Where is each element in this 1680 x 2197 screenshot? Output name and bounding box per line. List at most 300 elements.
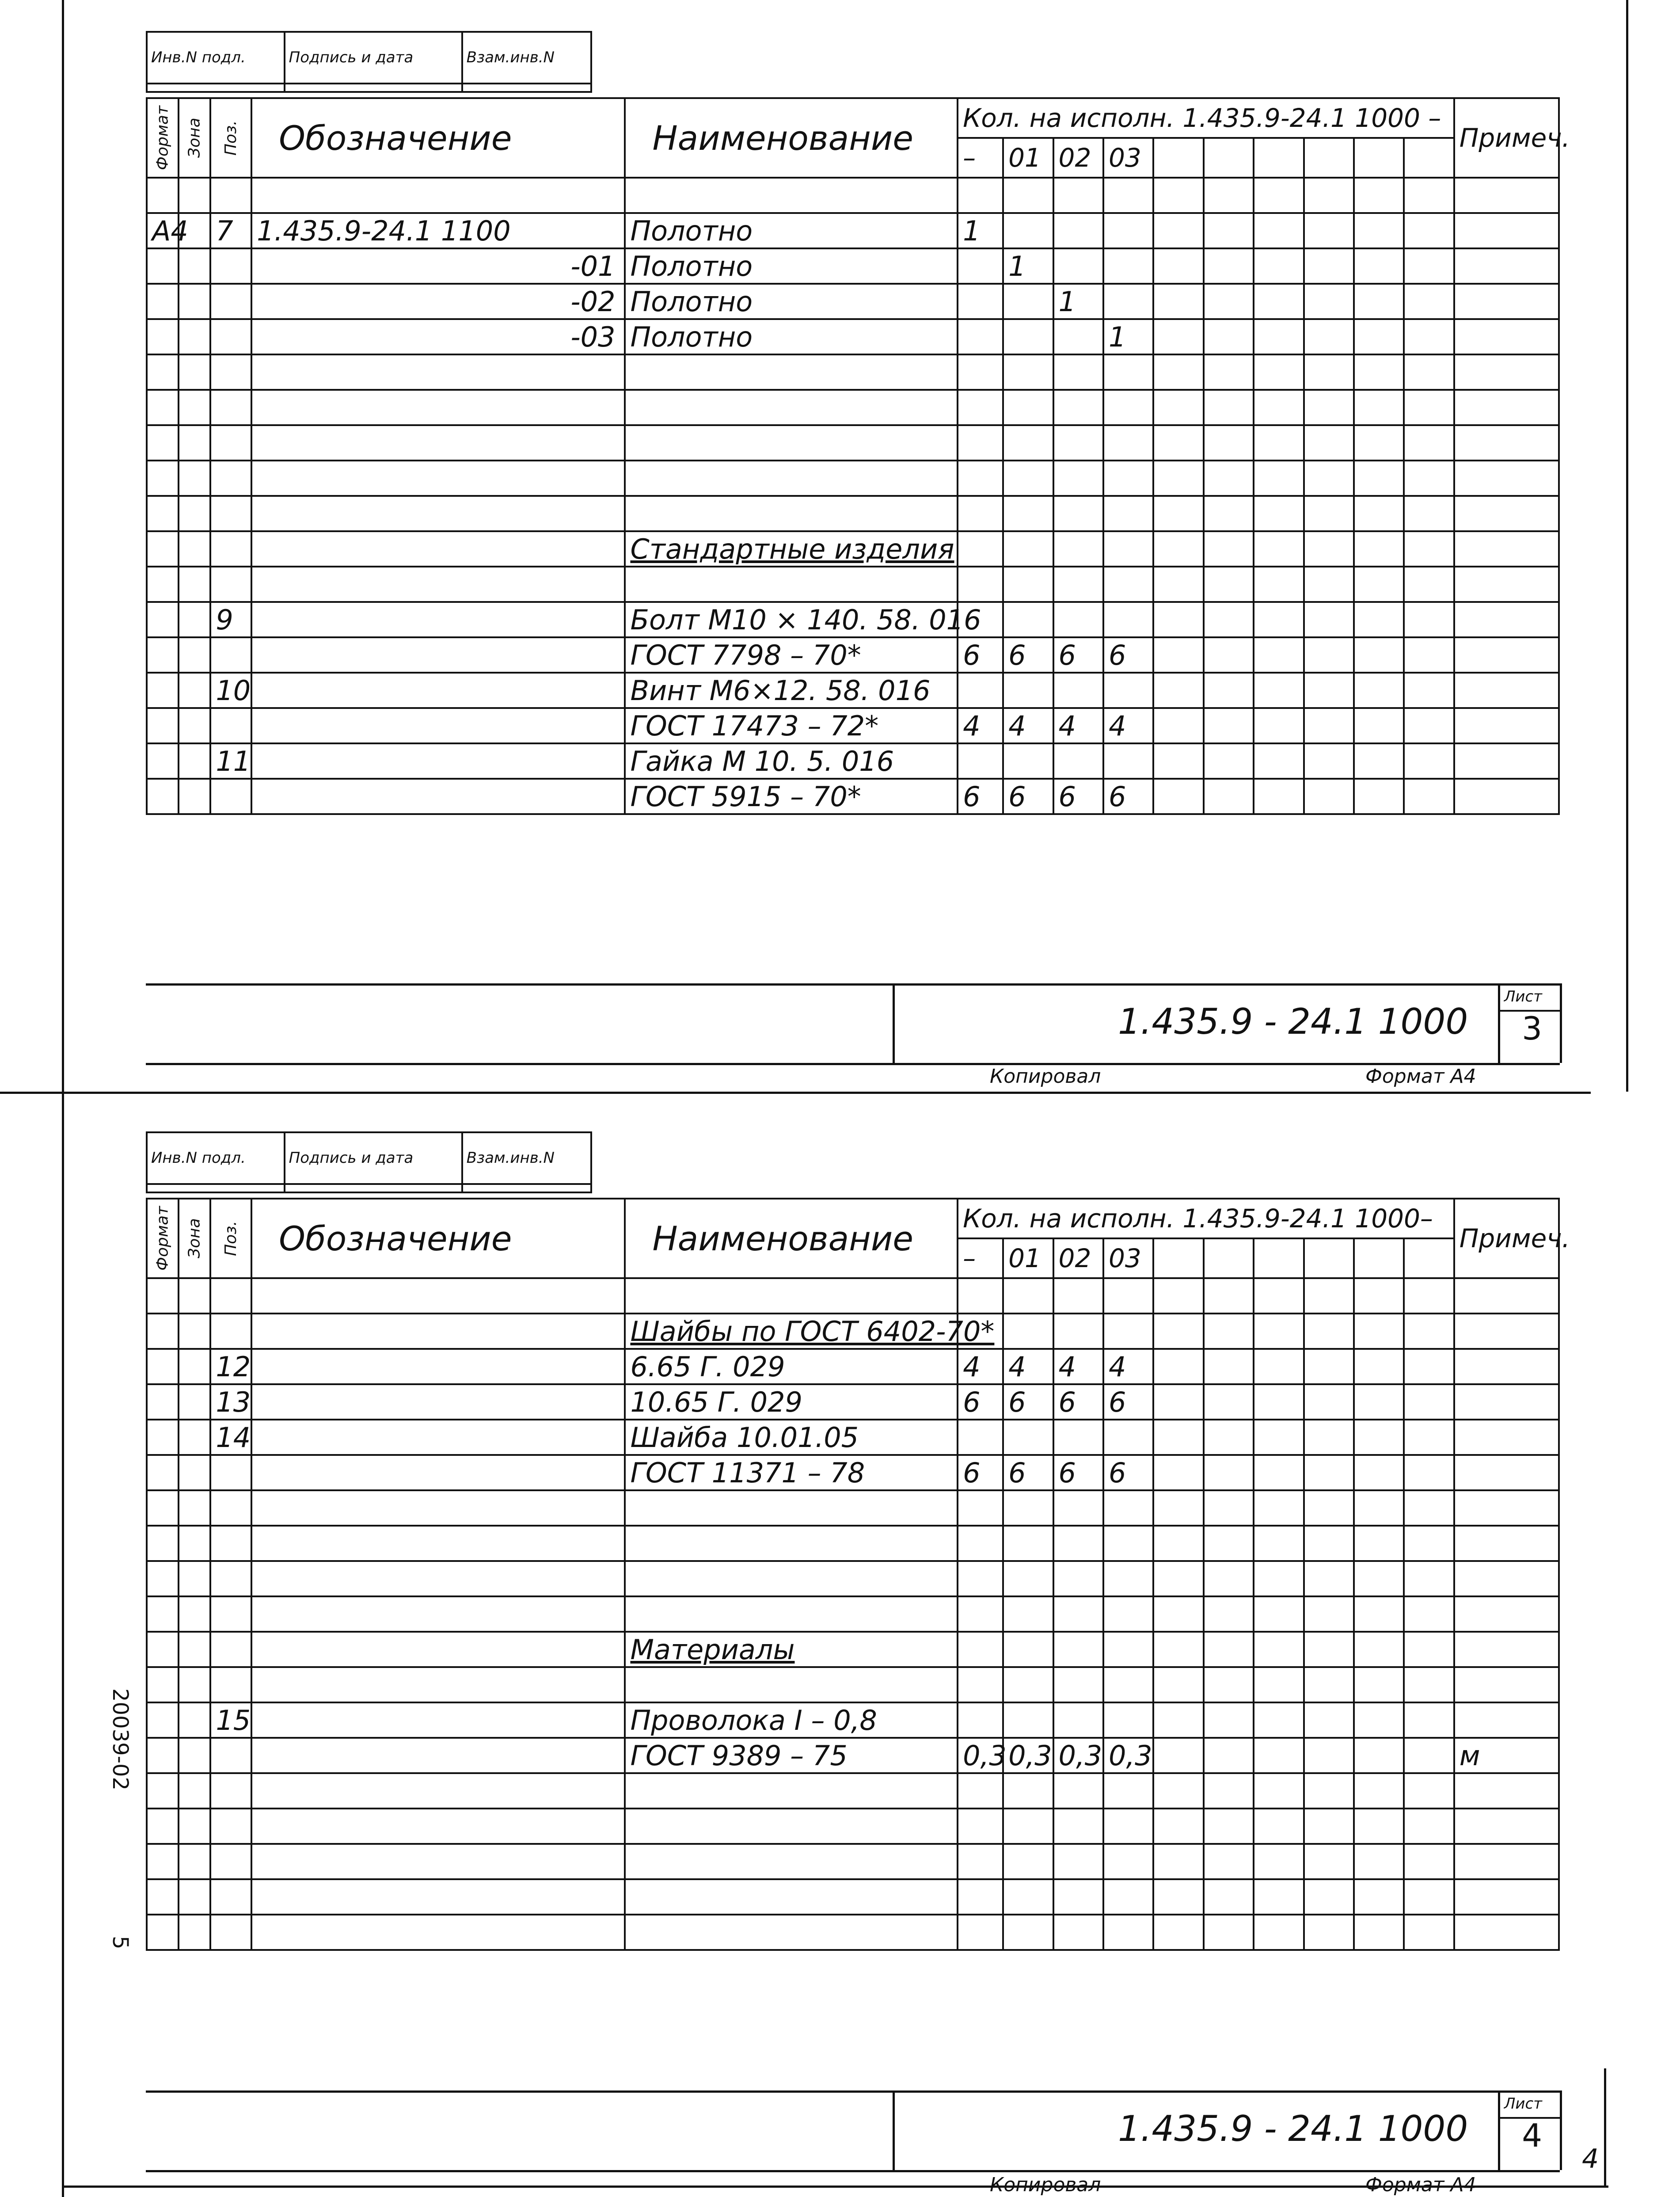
cell-empty — [1354, 708, 1404, 743]
cell-format: А4 — [147, 213, 179, 248]
header-zone: Зона — [179, 98, 210, 178]
cell-note — [1454, 602, 1559, 637]
cell-quantity — [958, 178, 1003, 213]
side-page-number: 5 — [108, 1936, 133, 1950]
cell-quantity — [1003, 1844, 1053, 1879]
cell-empty — [1354, 1349, 1404, 1384]
cell-position: 15 — [210, 1702, 251, 1738]
cell-quantity — [958, 673, 1003, 708]
cell-quantity — [958, 1915, 1003, 1950]
cell-zone — [179, 390, 210, 425]
cell-empty — [1254, 425, 1304, 461]
cell-quantity — [1003, 1526, 1053, 1561]
cell-quantity: 6 — [1053, 779, 1103, 814]
cell-format — [147, 1667, 179, 1702]
stamp-replace-inv: Взам.инв.N — [462, 32, 591, 84]
cell-empty — [1304, 673, 1354, 708]
cell-empty — [1153, 602, 1203, 637]
cell-name — [625, 178, 958, 213]
cell-note — [1454, 213, 1559, 248]
cell-empty — [1304, 1738, 1354, 1773]
cell-quantity — [1053, 1278, 1103, 1314]
cell-designation — [251, 1844, 625, 1879]
cell-quantity — [1103, 1490, 1153, 1526]
cell-empty — [1153, 496, 1203, 531]
cell-quantity — [1103, 1844, 1153, 1879]
cell-position — [210, 1455, 251, 1490]
cell-quantity — [958, 461, 1003, 496]
cell-note — [1454, 496, 1559, 531]
cell-empty — [1204, 1349, 1254, 1384]
cell-empty — [1404, 637, 1454, 673]
cell-quantity: 4 — [1053, 708, 1103, 743]
cell-empty — [1404, 1667, 1454, 1702]
cell-quantity: 6 — [958, 1384, 1003, 1420]
cell-quantity — [1003, 1278, 1053, 1314]
cell-format — [147, 425, 179, 461]
cell-position — [210, 779, 251, 814]
cell-empty — [1354, 1596, 1404, 1632]
cell-position — [210, 1844, 251, 1879]
cell-name: 6.65 Г. 029 — [625, 1349, 958, 1384]
cell-note — [1454, 248, 1559, 284]
header-qty-group: Кол. на исполн. 1.435.9-24.1 1000 – — [958, 98, 1454, 138]
cell-empty — [1404, 425, 1454, 461]
cell-quantity — [958, 1526, 1003, 1561]
cell-empty — [1153, 1314, 1203, 1349]
cell-empty — [1153, 1278, 1203, 1314]
cell-quantity — [1053, 1420, 1103, 1455]
cell-empty — [1304, 1773, 1354, 1809]
cell-note — [1454, 1349, 1559, 1384]
cell-empty — [1404, 779, 1454, 814]
cell-quantity — [1003, 461, 1053, 496]
cell-format — [147, 354, 179, 390]
cell-empty — [1304, 319, 1354, 354]
cell-empty — [1304, 1632, 1354, 1667]
table-row — [147, 1915, 1559, 1950]
cell-empty — [1354, 496, 1404, 531]
cell-position — [210, 1809, 251, 1844]
cell-empty — [1304, 248, 1354, 284]
stamp-inv-no: Инв.N подл. — [147, 32, 285, 84]
cell-quantity — [958, 1773, 1003, 1809]
cell-zone — [179, 248, 210, 284]
cell-quantity — [1003, 1702, 1053, 1738]
cell-name: Винт М6×12. 58. 016 — [625, 673, 958, 708]
cell-name: Шайбы по ГОСТ 6402-70* — [625, 1314, 958, 1349]
cell-name — [625, 1278, 958, 1314]
cell-empty — [1153, 1561, 1203, 1596]
header-designation: Обозначение — [251, 1199, 625, 1278]
cell-empty — [1204, 1738, 1254, 1773]
table-row — [147, 1667, 1559, 1702]
cell-empty — [1204, 213, 1254, 248]
cell-quantity — [958, 1844, 1003, 1879]
table-row — [147, 1349, 1559, 1384]
cell-name — [625, 1561, 958, 1596]
cell-quantity — [958, 743, 1003, 779]
cell-zone — [179, 354, 210, 390]
table-row — [147, 390, 1559, 425]
cell-quantity — [1003, 319, 1053, 354]
cell-position — [210, 319, 251, 354]
cell-empty — [1304, 1384, 1354, 1420]
cell-empty — [1404, 1455, 1454, 1490]
cell-empty — [1404, 390, 1454, 425]
cell-zone — [179, 425, 210, 461]
cell-quantity — [1003, 1420, 1053, 1455]
cell-quantity — [1053, 673, 1103, 708]
cell-name — [625, 461, 958, 496]
cell-quantity — [1053, 743, 1103, 779]
cell-empty — [1254, 743, 1304, 779]
cell-format — [147, 1490, 179, 1526]
header-variant: 02 — [1053, 1238, 1103, 1278]
cell-designation — [251, 1526, 625, 1561]
cell-position: 7 — [210, 213, 251, 248]
cell-quantity — [1053, 213, 1103, 248]
cell-note — [1454, 1632, 1559, 1667]
cell-designation — [251, 1349, 625, 1384]
cell-empty — [1153, 1596, 1203, 1632]
cell-empty — [1354, 1278, 1404, 1314]
cell-empty — [1404, 1915, 1454, 1950]
cell-empty — [1354, 1702, 1404, 1738]
cell-quantity: 6 — [1003, 779, 1053, 814]
cell-zone — [179, 567, 210, 602]
cell-empty — [1153, 178, 1203, 213]
cell-empty — [1304, 1596, 1354, 1632]
cell-empty — [1204, 1596, 1254, 1632]
cell-position — [210, 354, 251, 390]
cell-quantity — [1053, 390, 1103, 425]
table-row — [147, 1879, 1559, 1915]
cell-name: Материалы — [625, 1632, 958, 1667]
cell-format — [147, 1455, 179, 1490]
cell-note — [1454, 1844, 1559, 1879]
cell-empty — [1204, 743, 1254, 779]
cell-name: Полотно — [625, 248, 958, 284]
cell-note — [1454, 1526, 1559, 1561]
cell-zone — [179, 1738, 210, 1773]
cell-empty — [1204, 354, 1254, 390]
cell-empty — [1354, 567, 1404, 602]
cell-designation — [251, 425, 625, 461]
cell-zone — [179, 1278, 210, 1314]
header-note: Примеч. — [1454, 98, 1559, 178]
cell-quantity: 1 — [1003, 248, 1053, 284]
cell-zone — [179, 1596, 210, 1632]
cell-format — [147, 284, 179, 319]
cell-empty — [1254, 1667, 1304, 1702]
cell-empty — [1304, 602, 1354, 637]
cell-empty — [1204, 390, 1254, 425]
cell-quantity: 6 — [1053, 1384, 1103, 1420]
cell-empty — [1354, 1561, 1404, 1596]
cell-zone — [179, 1667, 210, 1702]
cell-empty — [1404, 1314, 1454, 1349]
cell-quantity: 4 — [958, 1349, 1003, 1384]
cell-designation — [251, 1455, 625, 1490]
cell-zone — [179, 1773, 210, 1809]
cell-zone — [179, 1526, 210, 1561]
header-variant: 03 — [1103, 1238, 1153, 1278]
cell-name: ГОСТ 17473 – 72* — [625, 708, 958, 743]
cell-designation: -02 — [251, 284, 625, 319]
cell-zone — [179, 1702, 210, 1738]
cell-empty — [1153, 1809, 1203, 1844]
cell-format — [147, 1632, 179, 1667]
table-row — [147, 248, 1559, 284]
cell-quantity — [1053, 1773, 1103, 1809]
cell-name: Шайба 10.01.05 — [625, 1420, 958, 1455]
cell-zone — [179, 319, 210, 354]
cell-empty — [1304, 354, 1354, 390]
cell-empty — [1204, 1314, 1254, 1349]
cell-name — [625, 354, 958, 390]
cell-empty — [1354, 1915, 1404, 1950]
cell-empty — [1153, 319, 1203, 354]
cell-empty — [1354, 178, 1404, 213]
cell-empty — [1153, 1526, 1203, 1561]
cell-quantity — [1003, 1561, 1053, 1596]
cell-empty — [1254, 1561, 1304, 1596]
cell-empty — [1153, 425, 1203, 461]
sheet-2 — [0, 1096, 1680, 2197]
cell-quantity — [1053, 1596, 1103, 1632]
cell-empty — [1204, 1384, 1254, 1420]
cell-zone — [179, 1915, 210, 1950]
cell-zone — [179, 1632, 210, 1667]
cell-quantity: 1 — [958, 213, 1003, 248]
cell-quantity — [1103, 602, 1153, 637]
table-row — [147, 319, 1559, 354]
cell-empty — [1304, 567, 1354, 602]
footer-format: Формат А4 — [1365, 1065, 1476, 1088]
cell-position — [210, 1278, 251, 1314]
cell-empty — [1404, 1738, 1454, 1773]
cell-empty — [1204, 1561, 1254, 1596]
cell-empty — [1153, 1844, 1203, 1879]
cell-quantity — [1003, 178, 1053, 213]
cell-empty — [1204, 708, 1254, 743]
cell-quantity: 6 — [1003, 637, 1053, 673]
cell-quantity — [1103, 1314, 1153, 1349]
cell-format — [147, 390, 179, 425]
cell-quantity: 1 — [1103, 319, 1153, 354]
cell-empty — [1304, 1455, 1354, 1490]
cell-quantity — [1053, 354, 1103, 390]
cell-zone — [179, 1349, 210, 1384]
cell-quantity: 4 — [1103, 1349, 1153, 1384]
cell-quantity — [1103, 461, 1153, 496]
approval-stamp — [146, 31, 592, 93]
cell-position — [210, 178, 251, 213]
stamp-sign-date: Подпись и дата — [285, 32, 462, 84]
cell-name — [625, 390, 958, 425]
cell-empty — [1304, 1667, 1354, 1702]
header-pos: Поз. — [210, 1199, 251, 1278]
cell-format — [147, 1561, 179, 1596]
cell-zone — [179, 1314, 210, 1349]
cell-empty — [1254, 1596, 1304, 1632]
cell-empty — [1254, 1349, 1304, 1384]
cell-quantity — [1103, 1809, 1153, 1844]
cell-quantity — [1103, 1561, 1153, 1596]
cell-designation — [251, 1632, 625, 1667]
cell-note — [1454, 1667, 1559, 1702]
cell-empty — [1354, 354, 1404, 390]
cell-position: 12 — [210, 1349, 251, 1384]
cell-quantity — [1103, 1879, 1153, 1915]
footer-copied: Копировал — [990, 1065, 1101, 1088]
cell-empty — [1254, 1773, 1304, 1809]
cell-designation — [251, 1596, 625, 1632]
cell-empty — [1254, 354, 1304, 390]
cell-position — [210, 1632, 251, 1667]
cell-empty — [1254, 531, 1304, 567]
cell-quantity: 6 — [958, 1455, 1003, 1490]
cell-position: 14 — [210, 1420, 251, 1455]
table-row — [147, 779, 1559, 814]
cell-empty — [1304, 1278, 1354, 1314]
cell-position — [210, 496, 251, 531]
header-qty-group: Кол. на исполн. 1.435.9-24.1 1000– — [958, 1199, 1454, 1238]
cell-quantity — [1103, 673, 1153, 708]
cell-empty — [1354, 213, 1404, 248]
cell-quantity — [958, 425, 1003, 461]
cell-empty — [1354, 425, 1404, 461]
cell-quantity — [1053, 1809, 1103, 1844]
sheet-number: 3 — [1522, 1010, 1542, 1047]
cell-name — [625, 1667, 958, 1702]
table-row — [147, 637, 1559, 673]
cell-format — [147, 708, 179, 743]
cell-name: ГОСТ 11371 – 78 — [625, 1455, 958, 1490]
cell-quantity — [1003, 1667, 1053, 1702]
cell-empty — [1153, 390, 1203, 425]
cell-empty — [1304, 461, 1354, 496]
cell-empty — [1354, 779, 1404, 814]
cell-note — [1454, 1278, 1559, 1314]
cell-name: Полотно — [625, 284, 958, 319]
cell-name: ГОСТ 5915 – 70* — [625, 779, 958, 814]
cell-empty — [1404, 1561, 1454, 1596]
cell-note — [1454, 1702, 1559, 1738]
cell-designation: -01 — [251, 248, 625, 284]
cell-empty — [1204, 531, 1254, 567]
cell-note — [1454, 1420, 1559, 1455]
cell-quantity — [1103, 354, 1153, 390]
cell-empty — [1354, 1420, 1404, 1455]
cell-quantity — [1103, 531, 1153, 567]
cell-quantity — [958, 354, 1003, 390]
cell-designation — [251, 673, 625, 708]
cell-designation — [251, 178, 625, 213]
table-row — [147, 1278, 1559, 1314]
cell-quantity — [958, 1809, 1003, 1844]
cell-empty — [1254, 637, 1304, 673]
table-row — [147, 1596, 1559, 1632]
cell-format — [147, 1384, 179, 1420]
cell-empty — [1304, 390, 1354, 425]
cell-zone — [179, 708, 210, 743]
cell-empty — [1153, 1738, 1203, 1773]
cell-quantity: 6 — [1103, 1455, 1153, 1490]
table-row — [147, 1632, 1559, 1667]
cell-quantity — [1103, 425, 1153, 461]
cell-quantity — [958, 531, 1003, 567]
cell-empty — [1304, 425, 1354, 461]
cell-empty — [1304, 1490, 1354, 1526]
cell-empty — [1204, 1702, 1254, 1738]
cell-empty — [1204, 1915, 1254, 1950]
cell-note — [1454, 1455, 1559, 1490]
cell-quantity — [1053, 1915, 1103, 1950]
header-variant: 01 — [1003, 138, 1053, 178]
cell-quantity — [1003, 284, 1053, 319]
cell-designation — [251, 1667, 625, 1702]
table-row — [147, 496, 1559, 531]
cell-empty — [1304, 1702, 1354, 1738]
cell-empty — [1204, 1667, 1254, 1702]
cell-empty — [1354, 461, 1404, 496]
cell-position — [210, 248, 251, 284]
cell-designation — [251, 531, 625, 567]
cell-position — [210, 1596, 251, 1632]
cell-empty — [1153, 673, 1203, 708]
cell-empty — [1204, 248, 1254, 284]
cell-empty — [1254, 708, 1304, 743]
cell-empty — [1153, 1349, 1203, 1384]
cell-empty — [1204, 1420, 1254, 1455]
cell-note — [1454, 1809, 1559, 1844]
cell-position — [210, 567, 251, 602]
cell-format — [147, 602, 179, 637]
table-row — [147, 1314, 1559, 1349]
cell-quantity — [1053, 1526, 1103, 1561]
cell-format — [147, 779, 179, 814]
cell-empty — [1304, 1915, 1354, 1950]
cell-empty — [1254, 1915, 1304, 1950]
cell-designation — [251, 461, 625, 496]
cell-quantity — [1053, 1667, 1103, 1702]
cell-empty — [1304, 1809, 1354, 1844]
header-format: Формат — [147, 1199, 179, 1278]
cell-format — [147, 1809, 179, 1844]
cell-empty — [1404, 461, 1454, 496]
cell-empty — [1404, 602, 1454, 637]
cell-empty — [1254, 1702, 1304, 1738]
cell-designation — [251, 1915, 625, 1950]
cell-quantity: 1 — [1053, 284, 1103, 319]
cell-quantity — [1103, 248, 1153, 284]
cell-empty — [1254, 1384, 1304, 1420]
table-row — [147, 708, 1559, 743]
cell-zone — [179, 1844, 210, 1879]
specification-table — [146, 97, 1570, 815]
cell-quantity — [1103, 1278, 1153, 1314]
cell-empty — [1153, 1490, 1203, 1526]
cell-quantity — [1003, 1596, 1053, 1632]
cell-empty — [1254, 1455, 1304, 1490]
cell-quantity: 0,3 — [1053, 1738, 1103, 1773]
cell-quantity — [1003, 567, 1053, 602]
cell-position: 10 — [210, 673, 251, 708]
side-doc-number: 20039-02 — [108, 1688, 133, 1791]
cell-empty — [1153, 779, 1203, 814]
